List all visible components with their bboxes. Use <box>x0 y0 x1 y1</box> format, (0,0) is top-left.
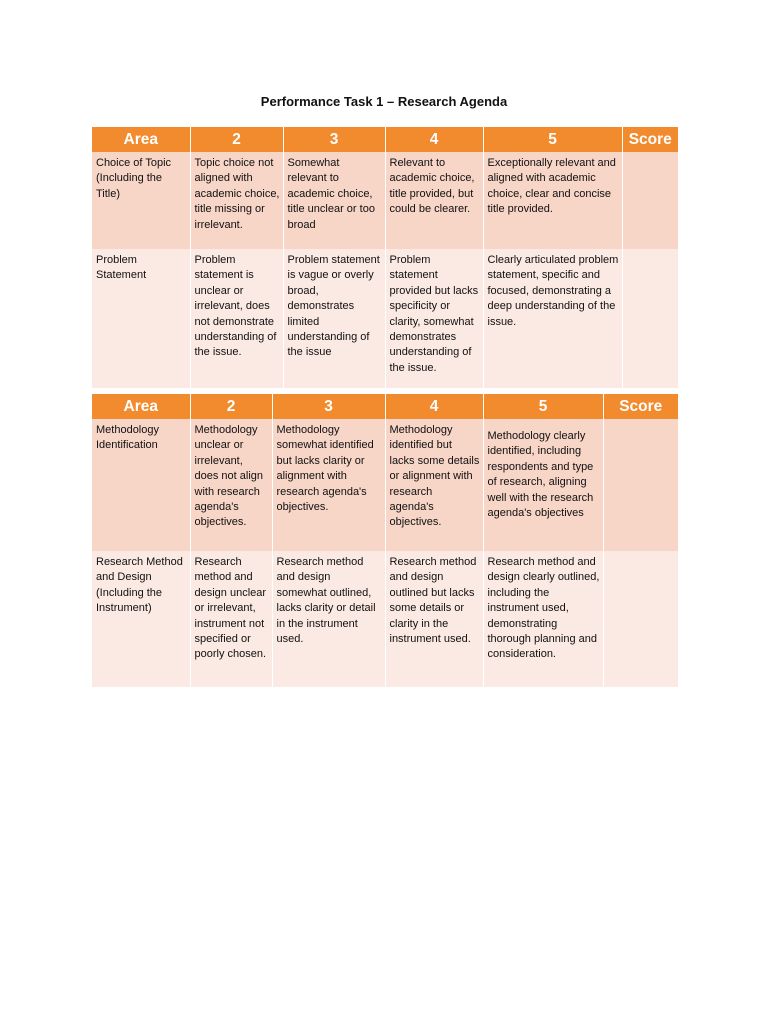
header-5: 5 <box>483 394 603 419</box>
header-score: Score <box>622 127 678 152</box>
header-2: 2 <box>190 127 283 152</box>
area-cell: Problem Statement <box>92 249 190 388</box>
score-cell <box>603 551 678 687</box>
level-5-cell: Exceptionally relevant and aligned with academic choice, clear and concise title provided. <box>483 152 622 249</box>
table-row <box>92 249 678 388</box>
level-2-cell: Topic choice not aligned with academic choice, title missing or irrelevant. <box>190 152 283 249</box>
score-cell <box>622 249 678 388</box>
area-cell: Choice of Topic (Including the Title) <box>92 152 190 249</box>
level-4-cell: Methodology identified but lacks some details or alignment with research agenda's objectives. <box>385 419 483 551</box>
table-header-row <box>92 127 678 152</box>
level-2-cell: Research method and design unclear or irrelevant, instrument not specified or poorly chosen. <box>190 551 272 687</box>
header-area: Area <box>92 127 190 152</box>
level-5-cell: Methodology clearly identified, including respondents and type of research, aligning well with the research agenda's objectives <box>483 419 603 551</box>
header-area: Area <box>92 394 190 419</box>
level-5-cell: Research method and design clearly outlined, including the instrument used, demonstrating thorough planning and consideration. <box>483 551 603 687</box>
header-4: 4 <box>385 394 483 419</box>
level-3-cell: Problem statement is vague or overly broad, demonstrates limited understanding of the issue <box>283 249 385 388</box>
score-cell <box>603 419 678 551</box>
level-2-cell: Methodology unclear or irrelevant, does not align with research agenda's objectives. <box>190 419 272 551</box>
score-cell <box>622 152 678 249</box>
table-row <box>92 152 678 249</box>
level-3-cell: Somewhat relevant to academic choice, title unclear or too broad <box>283 152 385 249</box>
document-title: Performance Task 1 – Research Agenda <box>260 94 508 109</box>
header-2: 2 <box>190 394 272 419</box>
header-score: Score <box>603 394 678 419</box>
level-4-cell: Relevant to academic choice, title provided, but could be clearer. <box>385 152 483 249</box>
level-4-cell: Research method and design outlined but lacks some details or clarity in the instrument used. <box>385 551 483 687</box>
header-5: 5 <box>483 127 622 152</box>
rubric-table-1 <box>92 127 678 388</box>
area-cell: Methodology Identification <box>92 419 190 551</box>
level-3-cell: Methodology somewhat identified but lacks clarity or alignment with research agenda's objectives. <box>272 419 385 551</box>
header-3: 3 <box>272 394 385 419</box>
level-3-cell: Research method and design somewhat outlined, lacks clarity or detail in the instrument used. <box>272 551 385 687</box>
level-2-cell: Problem statement is unclear or irrelevant, does not demonstrate understanding of the issue. <box>190 249 283 388</box>
table-row <box>92 551 678 687</box>
table-row <box>92 419 678 551</box>
header-3: 3 <box>283 127 385 152</box>
level-4-cell: Problem statement provided but lacks specificity or clarity, somewhat demonstrates understanding of the issue. <box>385 249 483 388</box>
area-cell: Research Method and Design (Including the Instrument) <box>92 551 190 687</box>
rubric-table-2 <box>92 394 678 687</box>
header-4: 4 <box>385 127 483 152</box>
level-5-cell: Clearly articulated problem statement, specific and focused, demonstrating a deep understanding of the issue. <box>483 249 622 388</box>
table-header-row <box>92 394 678 419</box>
